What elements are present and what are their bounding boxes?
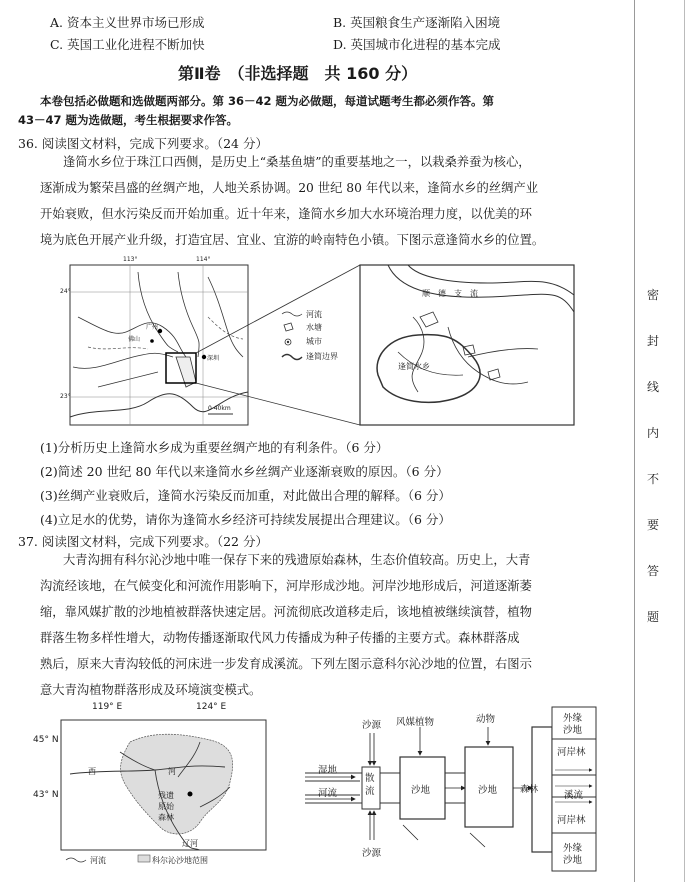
binding-line-outer [684, 0, 685, 882]
q37-para-line: 群落生物多样性增大，动物传播逐渐取代风力传播成为种子传播的主要方式。森林群落成 [40, 631, 520, 645]
diagram-outer-sand-bottom: 沙地 [563, 855, 583, 866]
q36-para-line: 开始衰败，但水污染反而开始加重。近十年来，逢简水乡加大水环境治理力度，以优美的环 [40, 207, 532, 221]
inset-branch-label: 顺 德 支 流 [422, 289, 478, 298]
section-instruction-1: 本卷包括必做题和选做题两部分。第 36－42 题为必做题，每道试题考生都必须作答。第 [40, 94, 495, 108]
diagram-riparian-2: 河岸林 [557, 815, 586, 826]
seal-char: 不 [646, 472, 659, 486]
q37-horqin-map [60, 712, 270, 864]
map-lon-label: 113° [123, 256, 138, 263]
diagram-sand-source-bottom: 沙源 [362, 848, 382, 859]
map-lat-label: 24° [60, 288, 71, 295]
diagram-animal: 动物 [476, 714, 496, 725]
diagram-outer-sand-bottom: 外缘 [563, 843, 583, 854]
legend-river: 河流 [90, 856, 106, 865]
q37-para-line: 沟流经该地，在气候变化和河流作用影响下，河岸形成沙地。河岸沙地形成后，河道逐渐萎 [40, 579, 532, 593]
q36-heading: 36. 阅读图文材料，完成下列要求。（24 分） [18, 136, 268, 151]
diagram-sand-source-top: 沙源 [362, 720, 382, 731]
diagram-outer-sand-top: 外缘 [563, 713, 583, 724]
map-lon-label: 119° E [92, 702, 123, 712]
diagram-stream: 溪流 [564, 790, 584, 801]
q36-sub-3: (3)丝绸产业衰败后，逢简水污染反而加重，对此做出合理的解释。（6 分） [40, 488, 451, 503]
q37-para-line: 意大青沟植物群落形成及环境演变模式。 [40, 683, 262, 697]
map-label: 西 [88, 767, 96, 776]
map-label: 河 [168, 767, 176, 776]
q37-para-line: 熟后，原来大青沟较低的河床进一步发育成溪流。下列左图示意科尔沁沙地的位置，右图示 [40, 657, 532, 671]
diagram-river: 河流 [318, 788, 338, 799]
option-c: C. 英国工业化进程不断加快 [50, 37, 205, 52]
inset-village-label: 逢简水乡 [398, 362, 430, 371]
forest-label-line: 森林 [158, 813, 174, 822]
map-city-label: 佛山 [128, 336, 141, 343]
q36-sub-1: (1)分析历史上逢简水乡成为重要丝绸产地的有利条件。（6 分） [40, 440, 389, 455]
section-instruction-2: 43－47 题为选做题，考生根据要求作答。 [18, 113, 239, 127]
map-lon-label: 124° E [196, 702, 227, 712]
diagram-wetland: 湿地 [318, 765, 338, 776]
option-d: D. 英国城市化进程的基本完成 [333, 37, 501, 52]
map-lat-label: 45° N [33, 735, 59, 745]
diagram-forest: 森林 [520, 785, 539, 795]
seal-char: 内 [646, 426, 659, 440]
map-lat-label: 23° [60, 393, 71, 400]
diagram-flow: 散 [365, 773, 375, 784]
q36-location-map [68, 257, 578, 435]
q36-sub-2: (2)简述 20 世纪 80 年代以来逢简水乡丝绸产业逐渐衰败的原因。（6 分） [40, 464, 449, 479]
seal-char: 线 [646, 380, 659, 394]
diagram-flow: 流 [365, 786, 375, 797]
seal-char: 要 [646, 518, 659, 532]
map-city-label: 深圳 [207, 355, 220, 362]
option-b: B. 英国粮食生产逐渐陷入困境 [333, 15, 501, 30]
map-scale: 0 40km [208, 405, 231, 412]
diagram-sand-2: 沙地 [478, 785, 498, 796]
q36-para-line: 逢简水乡位于珠江口西侧，是历史上“桑基鱼塘”的重要基地之一，以栽桑养蚕为核心， [63, 155, 531, 169]
section-title: 第Ⅱ卷 （非选择题 共 160 分） [178, 64, 418, 83]
q37-para-line: 缩，靠风媒扩散的沙地植被群落快速定居。河流彻底改道移走后，该地植被继续演替，植物 [40, 605, 532, 619]
forest-label-line: 原始 [158, 802, 174, 811]
q37-heading: 37. 阅读图文材料，完成下列要求。（22 分） [18, 534, 268, 549]
seal-char: 密 [646, 288, 659, 302]
diagram-outer-sand-top: 沙地 [563, 725, 583, 736]
map-lat-label: 43° N [33, 790, 59, 800]
seal-char: 封 [646, 334, 659, 348]
legend-sand: 科尔沁沙地范围 [152, 856, 208, 865]
diagram-wind-plants: 风媒植物 [396, 717, 435, 728]
q36-sub-4: (4)立足水的优势，请你为逢简水乡经济可持续发展提出合理建议。（6 分） [40, 512, 451, 527]
legend-city: 城市 [306, 337, 322, 346]
seal-char: 答 [646, 564, 659, 578]
diagram-riparian-1: 河岸林 [557, 747, 586, 758]
binding-line [634, 0, 635, 882]
diagram-sand-1: 沙地 [411, 785, 431, 796]
q37-para-line: 大青沟拥有科尔沁沙地中唯一保存下来的残遗原始森林，生态价值较高。历史上，大青 [63, 553, 531, 567]
legend-boundary: 逢简边界 [306, 352, 338, 361]
option-a: A. 资本主义世界市场已形成 [50, 15, 205, 30]
seal-char: 题 [646, 610, 659, 624]
legend-pond: 水塘 [306, 323, 322, 332]
legend-river: 河流 [306, 310, 322, 319]
map-lon-label: 114° [196, 256, 211, 263]
map-river-label: 辽河 [182, 839, 198, 848]
forest-label-line: 残遗 [158, 791, 174, 800]
q37-succession-diagram [300, 705, 600, 875]
map-city-label: 广州 [146, 324, 159, 331]
q36-para-line: 境为底色开展产业升级，打造宜居、宜业、宜游的岭南特色小镇。下图示意逢简水乡的位置。 [40, 233, 545, 247]
q36-para-line: 逐渐成为繁荣昌盛的丝绸产地，人地关系协调。20 世纪 80 年代以来，逢简水乡的丝绸产业 [40, 181, 539, 195]
